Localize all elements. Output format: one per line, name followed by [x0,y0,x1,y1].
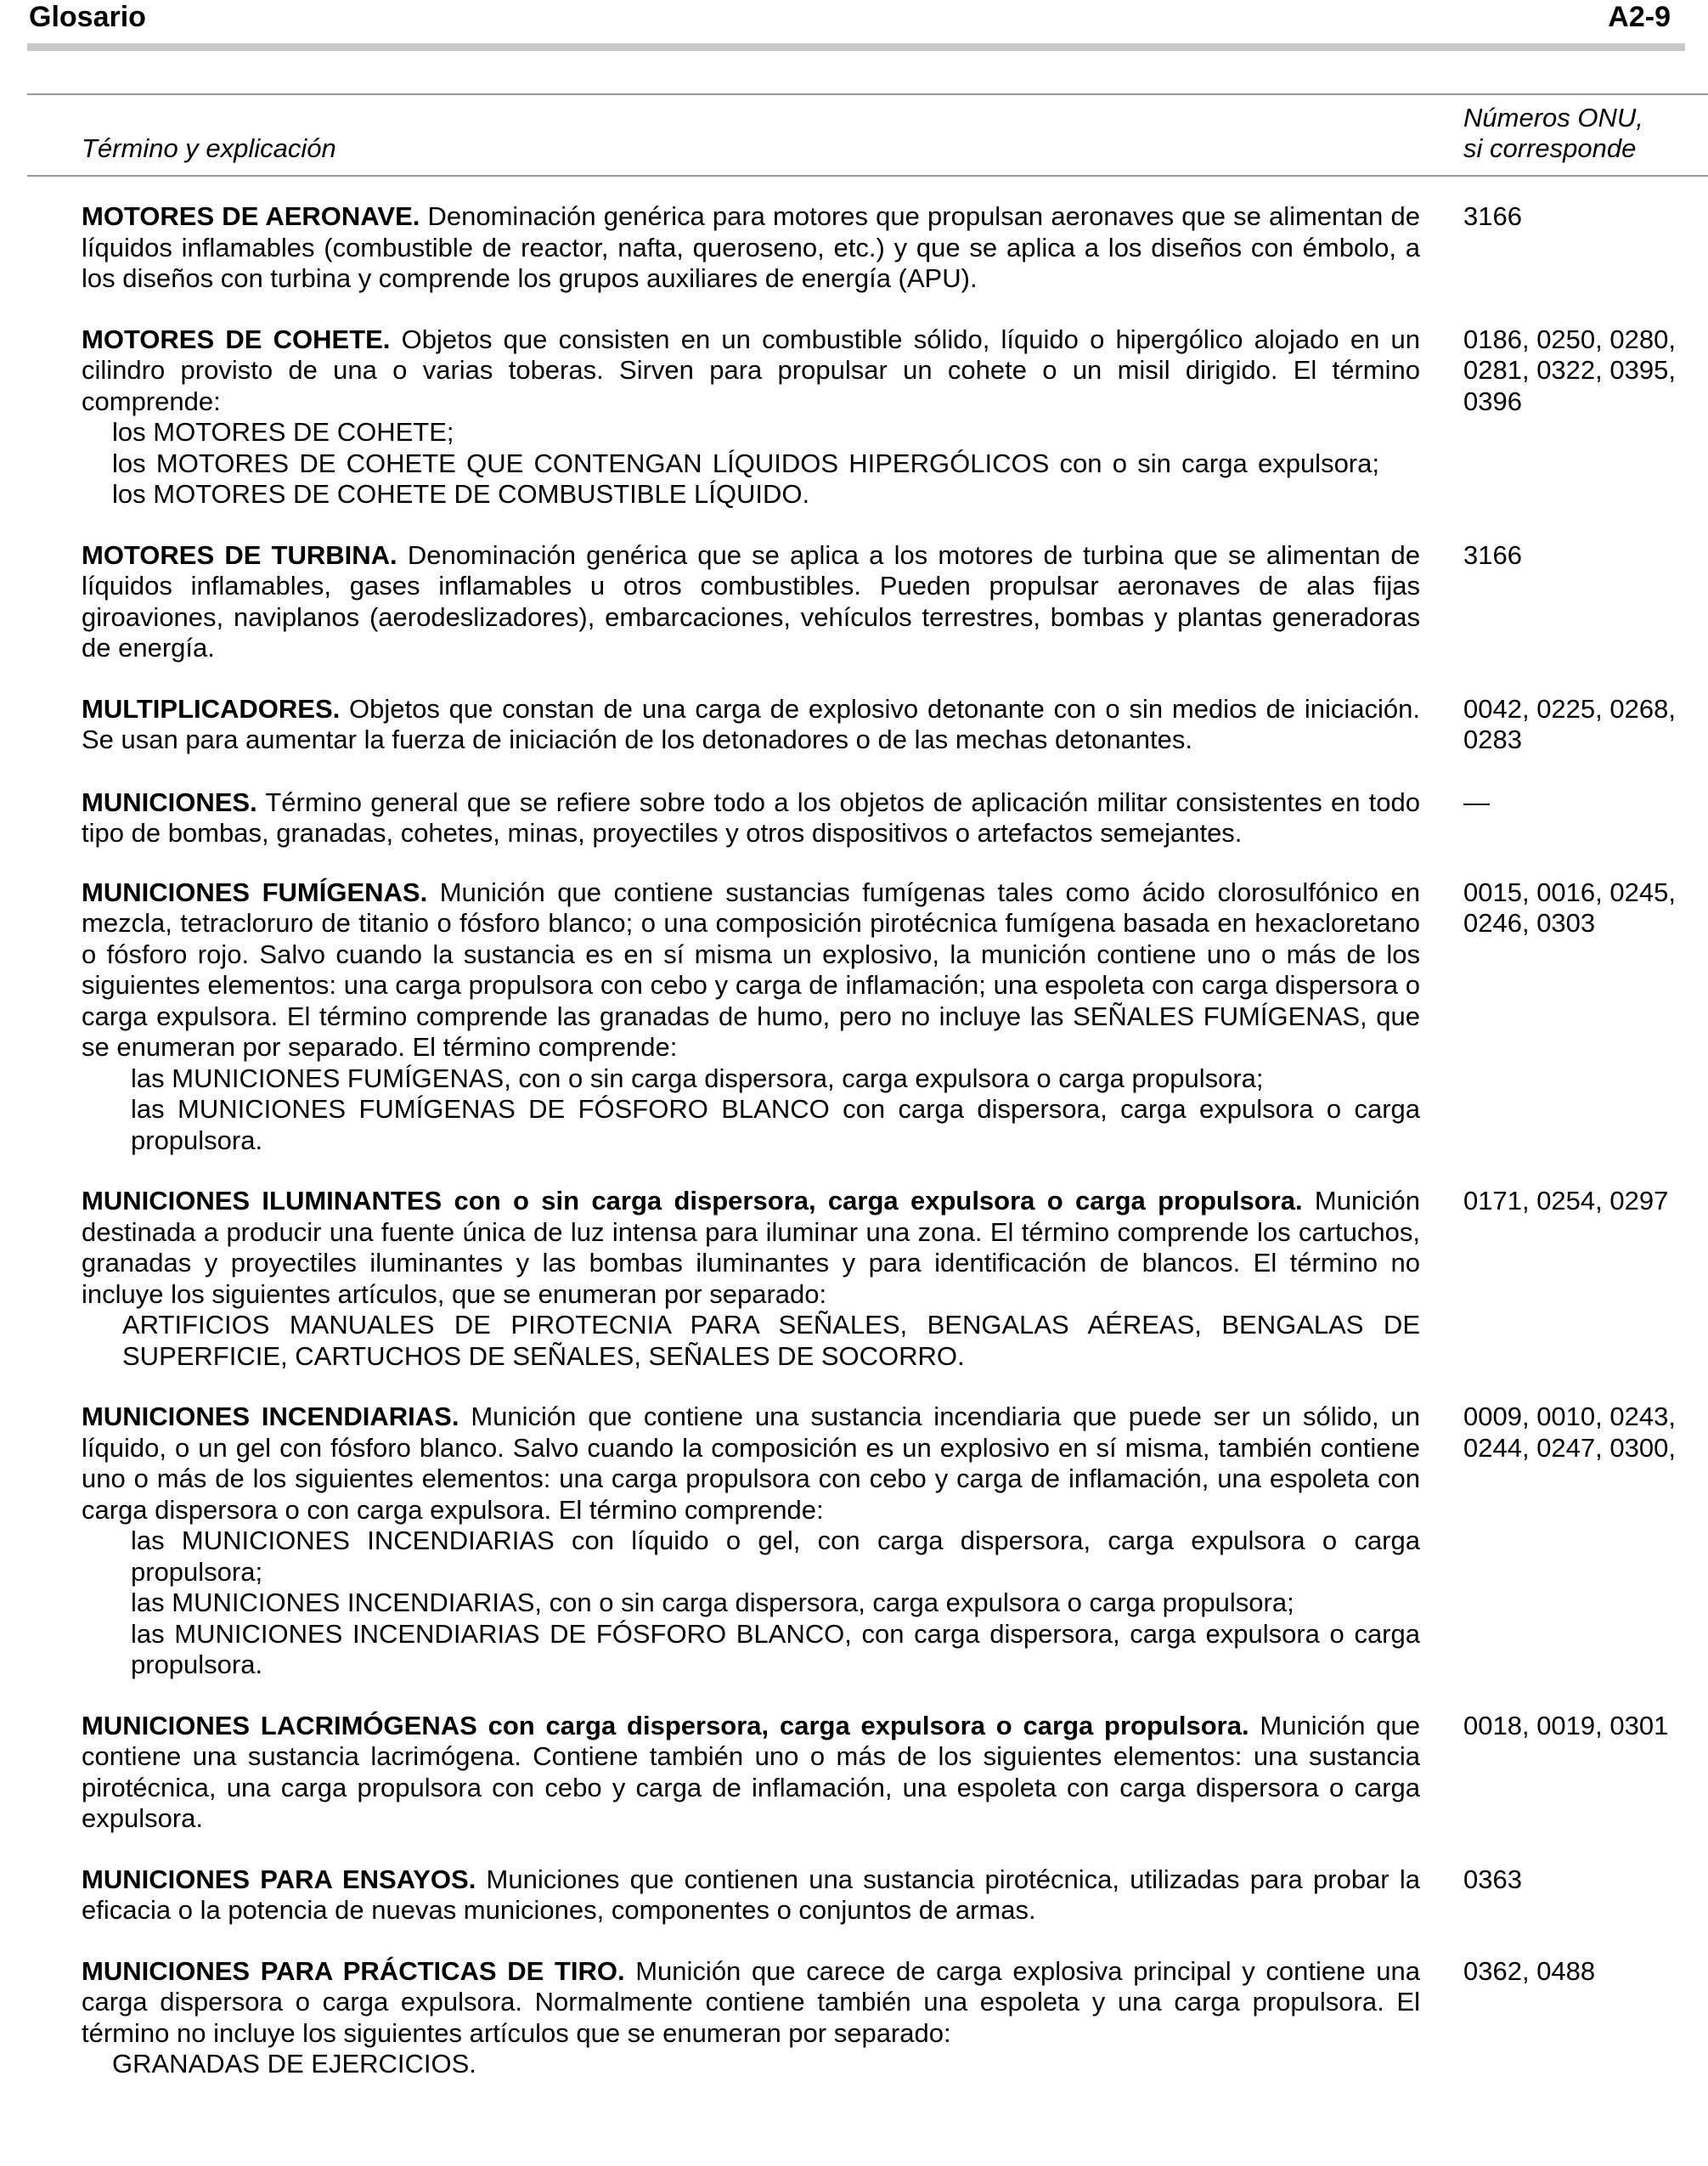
entry-text: Municiones que contienen una sustancia pirotécnica, utilizadas para probar la eficacia o la potencia de nuevas municiones, componentes o conjuntos de armas. [82,1864,1420,1925]
entry-un-numbers: 3166 [1463,539,1522,570]
entry-term: MOTORES DE TURBINA. [82,539,397,570]
column-header-bottom-rule [27,175,1708,177]
entry-text: Munición que contiene una sustancia lacrimógena. Contiene también uno o más de los siguientes elementos: una sustancia pirotécnica, una carga propulsora con cebo y carga de inflamación, una espoleta con carga dispersora o carga expulsora. [82,1710,1420,1833]
column-header-term: Término y explicación [82,133,336,163]
glossary-entry [82,324,1708,510]
entry-text: Denominación genérica para motores que propulsan aeronaves que se alimentan de líquidos inflamables (combustible de reactor, nafta, queroseno, etc.) y que se aplica a los diseños con émbolo, a los diseños con turbina y comprende los grupos auxiliares de energía (APU). [82,201,1420,293]
entry-un-numbers: 0018, 0019, 0301 [1463,1710,1669,1740]
glossary-entry [82,787,1708,849]
running-header [29,0,1679,34]
entry-un-numbers: 3166 [1463,201,1522,231]
column-header-top-rule [27,93,1708,95]
entry-term: MUNICIONES ILUMINANTES con o sin carga dispersora, carga expulsora o carga propulsora. [82,1186,1303,1216]
entry-term: MUNICIONES FUMÍGENAS. [82,877,428,907]
entry-un-numbers: 0363 [1463,1864,1522,1894]
entry-text: Objetos que constan de una carga de explosivo detonante con o sin medios de iniciación. Se usan para aumentar la fuerza de iniciación de los detonadores o de las mechas detonantes. [82,693,1420,754]
glossary-entry [82,1711,1708,1835]
entry-subitem: ARTIFICIOS MANUALES DE PIROTECNIA PARA SEÑALES, BENGALAS AÉREAS, BENGALAS DE SUPERFICIE, CARTUCHOS DE SEÑALES, SEÑALES DE SOCORRO. [122,1310,1420,1371]
entry-body [82,1186,1420,1310]
entry-body [82,787,1420,849]
entry-un-numbers: — [1463,787,1490,817]
column-header-un-line1: Números ONU, [1463,103,1643,133]
entry-term: MUNICIONES PARA PRÁCTICAS DE TIRO. [82,1955,625,1986]
entry-body [82,324,1420,418]
column-header-un-line2: si corresponde [1463,133,1637,163]
entry-term: MUNICIONES. [82,787,257,817]
entry-body [82,201,1420,295]
entry-un-numbers: 0171, 0254, 0297 [1463,1186,1669,1216]
entry-body [82,1402,1420,1526]
glossary-entry [82,1956,1708,2080]
entry-body [82,1711,1420,1835]
entry-text: Munición que contiene sustancias fumígenas tales como ácido clorosulfónico en mezcla, tetracloruro de titanio o fósforo blanco; o una composición pirotécnica fumígena basada en hexacloretano o fósforo rojo. Salvo cuando la sustancia es en sí misma un explosivo, la munición contiene uno o más de los siguientes elementos: una carga propulsora con cebo y carga de inflamación; una espoleta con carga dispersora o carga expulsora. El término comprende las granadas de humo, pero no incluye las SEÑALES FUMÍGENAS, que se enumeran por separado. El término comprende: [82,877,1420,1062]
glossary-entry [82,1186,1708,1372]
glossary-entry [82,1402,1708,1681]
glossary-entry [82,694,1708,756]
entry-text: Munición destinada a producir una fuente única de luz intensa para iluminar una zona. El término comprende los cartuchos, granadas y proyectiles iluminantes y las bombas iluminantes y para identificación de blancos. El término no incluye los siguientes artículos, que se enumeran por separado: [82,1186,1420,1309]
entry-un-numbers: 0015, 0016, 0245, 0246, 0303 [1463,877,1676,938]
entry-text: Denominación genérica que se aplica a los motores de turbina que se alimentan de líquidos inflamables, gases inflamables u otros combustibles. Pueden propulsar aeronaves de alas fijas giroaviones, naviplanos (aerodeslizadores), embarcaciones, vehículos terrestres, bombas y plantas generadoras de energía. [82,539,1420,663]
entry-subitem: las MUNICIONES INCENDIARIAS DE FÓSFORO BLANCO, con carga dispersora, carga expulsora o carga propulsora. [131,1618,1420,1679]
entry-term: MULTIPLICADORES. [82,693,341,724]
entry-term: MOTORES DE AERONAVE. [82,201,420,231]
entry-subitem: las MUNICIONES FUMÍGENAS, con o sin carga dispersora, carga expulsora o carga propulsora; [131,1063,1264,1093]
glossary-entry [82,1864,1708,1926]
entry-subitem: las MUNICIONES INCENDIARIAS con líquido o gel, con carga dispersora, carga expulsora o carga propulsora; [131,1526,1420,1587]
entry-text: Munición que carece de carga explosiva principal y contiene una carga dispersora o carga expulsora. Normalmente contiene también una espoleta y una carga propulsora. El término no incluye los siguientes artículos que se enumeran por separado: [82,1955,1420,2048]
entry-un-numbers: 0042, 0225, 0268, 0283 [1463,693,1676,754]
entry-text: Objetos que consisten en un combustible sólido, líquido o hipergólico alojado en un cilindro provisto de una o varias toberas. Sirven para propulsar un cohete o un misil dirigido. El término comprende: [82,324,1420,416]
entry-body [82,694,1420,756]
entry-term: MUNICIONES LACRIMÓGENAS con carga dispersora, carga expulsora o carga propulsora. [82,1710,1249,1740]
entry-subitem: las MUNICIONES INCENDIARIAS, con o sin carga dispersora, carga expulsora o carga propulsora; [131,1588,1294,1617]
column-header-un-numbers [1463,103,1643,164]
header-rule [27,43,1685,51]
entry-term: MUNICIONES PARA ENSAYOS. [82,1864,476,1894]
entry-term: MOTORES DE COHETE. [82,324,391,354]
glossary-entry [82,877,1708,1157]
entry-subitem: GRANADAS DE EJERCICIOS. [112,2049,476,2079]
page-number: A2-9 [1608,1,1671,33]
entry-subitem: los MOTORES DE COHETE; [112,417,454,447]
running-title: Glosario [29,1,146,33]
entry-body [82,1864,1420,1926]
entry-text: Munición que contiene una sustancia incendiaria que puede ser un sólido, un líquido, o un gel con fósforo blanco. Salvo cuando la composición es un explosivo en sí misma, también contiene uno o más de los siguientes elementos: una carga propulsora con cebo y carga de inflamación, una espoleta con carga dispersora o con carga expulsora. El término comprende: [82,1402,1420,1525]
entry-un-numbers: 0009, 0010, 0243, 0244, 0247, 0300, [1463,1402,1676,1463]
entry-text: Término general que se refiere sobre todo a los objetos de aplicación militar consistentes en todo tipo de bombas, granadas, cohetes, minas, proyectiles y otros dispositivos o artefactos semejantes. [82,787,1420,848]
entry-subitem: las MUNICIONES FUMÍGENAS DE FÓSFORO BLANCO con carga dispersora, carga expulsora o carga propulsora. [131,1094,1420,1155]
entry-term: MUNICIONES INCENDIARIAS. [82,1402,459,1431]
glossary-entries [82,201,1708,2110]
glossary-entry [82,201,1708,295]
glossary-entry [82,540,1708,664]
entry-un-numbers: 0362, 0488 [1463,1955,1596,1986]
entry-body [82,1956,1420,2050]
entry-un-numbers: 0186, 0250, 0280, 0281, 0322, 0395, 0396 [1463,324,1676,416]
entry-body [82,540,1420,664]
entry-body [82,877,1420,1063]
entry-subitem: los MOTORES DE COHETE QUE CONTENGAN LÍQUIDOS HIPERGÓLICOS con o sin carga expulsora; los MOTORES DE COHETE DE COMBUSTIBLE LÍQUIDO. [112,448,1379,509]
